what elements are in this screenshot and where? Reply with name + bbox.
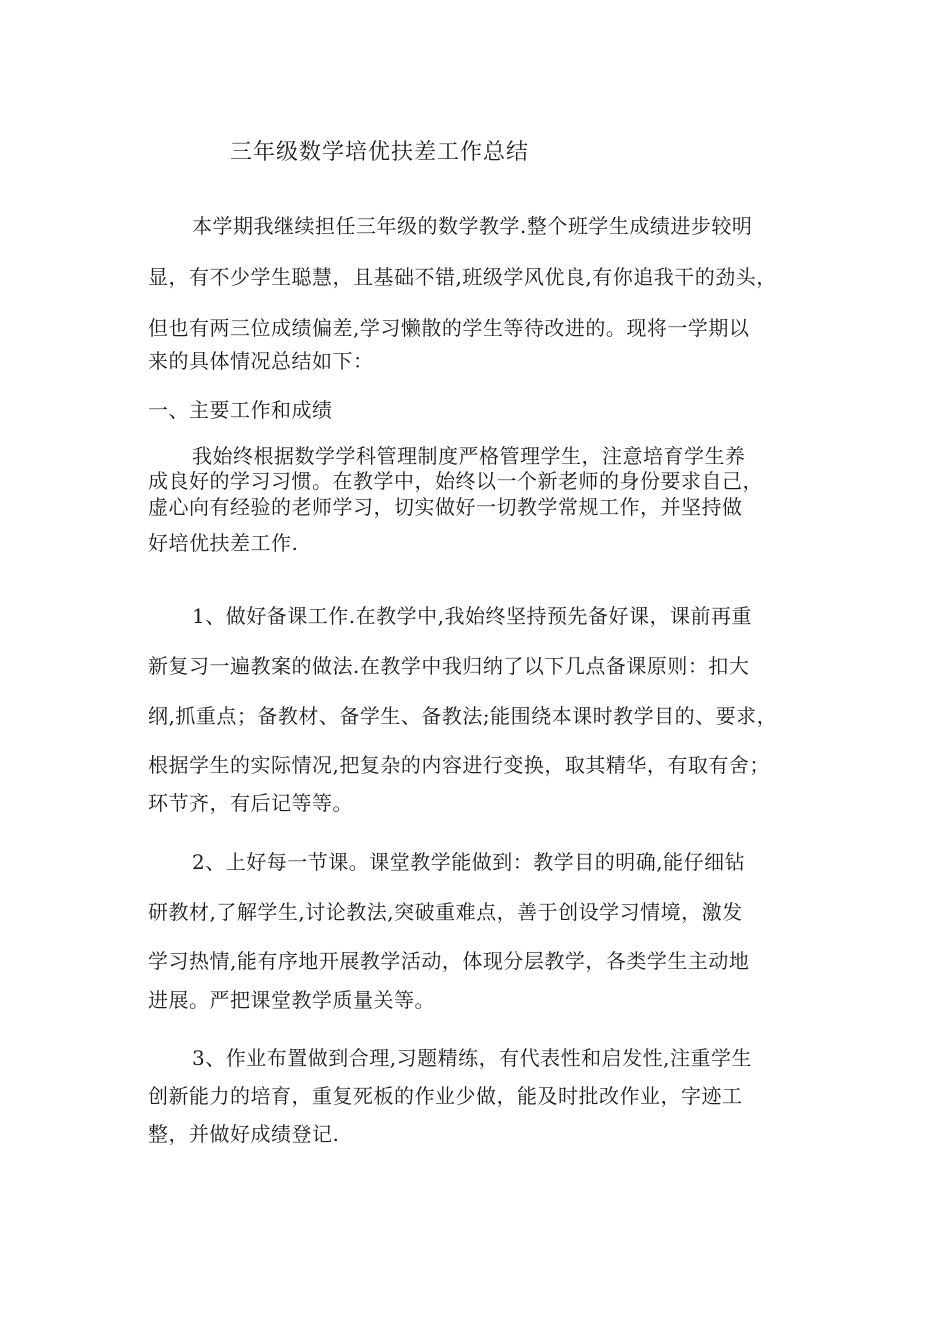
intro-line-2: 显，有不少学生聪慧，且基础不错,班级学风优良,有你追我干的劲头， xyxy=(148,265,777,289)
section1-line-1: 我始终根据数学学科管理制度严格管理学生，注意培育学生养 xyxy=(192,444,746,468)
section1-line-4: 好培优扶差工作. xyxy=(148,531,299,555)
intro-line-1: 本学期我继续担任三年级的数学教学.整个班学生成绩进步较明 xyxy=(192,214,753,238)
section1-line-2: 成良好的学习习惯。在教学中，始终以一个新老师的身份要求自己， xyxy=(148,469,763,493)
item1-line-1: 1、做好备课工作.在教学中,我始终坚持预先备好课，课前再重 xyxy=(192,604,752,628)
item3-line-2: 创新能力的培育，重复死板的作业少做，能及时批改作业，字迹工 xyxy=(148,1084,743,1108)
item2-line-4: 进展。严把课堂教学质量关等。 xyxy=(148,988,435,1012)
section1-line-3: 虚心向有经验的老师学习，切实做好一切教学常规工作，并坚持做 xyxy=(148,495,743,519)
item1-line-5: 环节齐，有后记等等。 xyxy=(148,791,353,815)
item3-line-1: 3、作业布置做到合理,习题精练，有代表性和启发性,注重学生 xyxy=(192,1046,752,1070)
item1-line-3: 纲,抓重点；备教材、备学生、备教法;能围绕本课时教学目的、要求， xyxy=(148,704,778,728)
item3-line-3: 整，并做好成绩登记. xyxy=(148,1122,340,1146)
item1-line-2: 新复习一遍教案的做法.在教学中我归纳了以下几点备课原则：扣大 xyxy=(148,654,750,678)
section-heading: 一、主要工作和成绩 xyxy=(148,398,333,422)
item2-line-1: 2、上好每一节课。课堂教学能做到：教学目的明确,能仔细钻 xyxy=(192,850,746,874)
intro-line-3: 但也有两三位成绩偏差,学习懒散的学生等待改进的。现将一学期以 xyxy=(148,316,750,340)
item2-line-3: 学习热情,能有序地开展教学活动，体现分层教学，各类学生主动地 xyxy=(148,949,750,973)
document-title: 三年级数学培优扶差工作总结 xyxy=(230,140,530,165)
intro-line-4: 来的具体情况总结如下： xyxy=(148,349,374,373)
item2-line-2: 研教材,了解学生,讨论教法,突破重难点，善于创设学习情境，激发 xyxy=(148,900,743,924)
item1-line-4: 根据学生的实际情况,把复杂的内容进行变换，取其精华，有取有舍； xyxy=(148,753,770,777)
